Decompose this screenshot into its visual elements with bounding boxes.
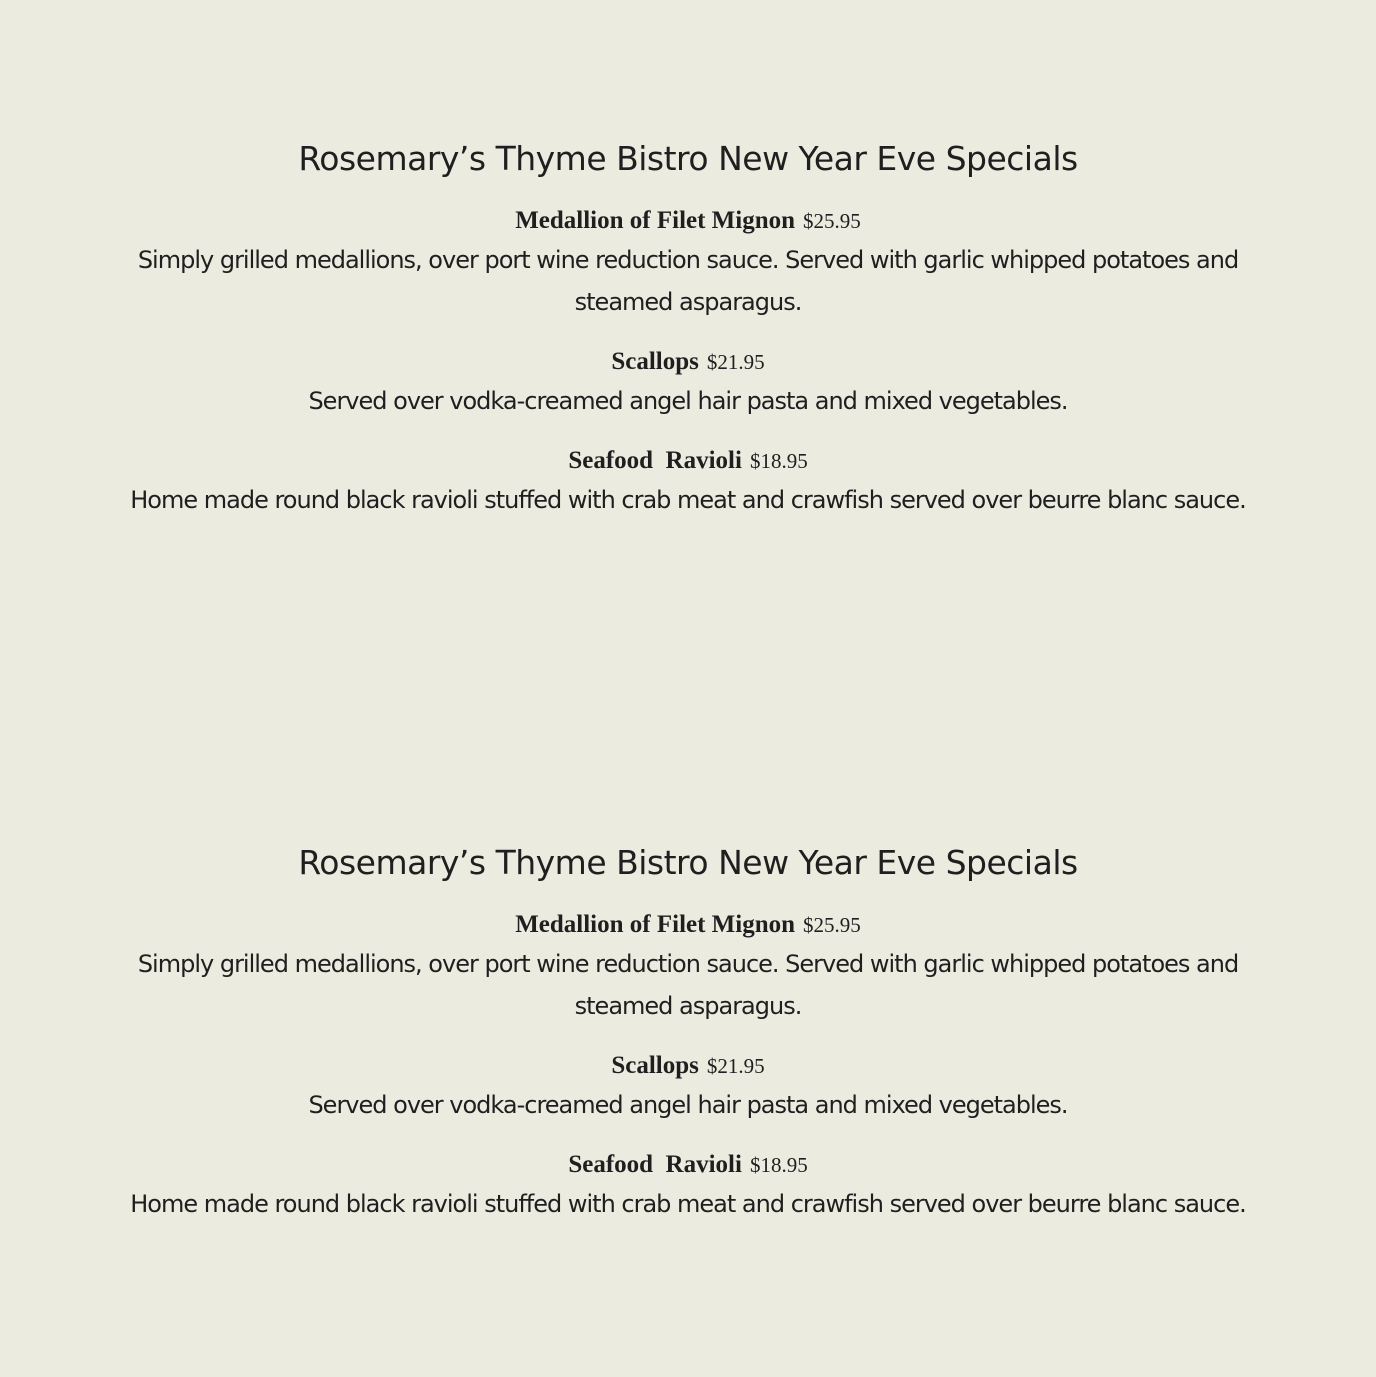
item-name: Seafood Ravioli [568, 447, 742, 474]
item-price: $18.95 [749, 449, 808, 473]
menu-title: Rosemary’s Thyme Bistro New Year Eve Specials [298, 843, 1078, 882]
menu-item-scallops [0, 347, 1376, 422]
item-name: Scallops [611, 348, 699, 375]
menu-item-filet-mignon [0, 910, 1376, 1027]
item-name: Medallion of Filet Mignon [515, 207, 796, 234]
item-description: Home made round black ravioli stuffed with crab meat and crawfish served over beurre blanc sauce. [130, 486, 1246, 514]
menu-item-seafood-ravioli [0, 446, 1376, 521]
item-heading [0, 446, 1376, 479]
item-heading [0, 347, 1376, 380]
item-price: $21.95 [706, 1054, 765, 1078]
specials-menu-top [0, 138, 1376, 545]
item-description: Home made round black ravioli stuffed with crab meat and crawfish served over beurre blanc sauce. [130, 1190, 1246, 1218]
item-heading [0, 1150, 1376, 1183]
item-heading [0, 910, 1376, 943]
item-name: Seafood Ravioli [568, 1151, 742, 1178]
menu-title: Rosemary’s Thyme Bistro New Year Eve Specials [298, 139, 1078, 178]
item-price: $25.95 [803, 913, 861, 937]
item-price: $21.95 [706, 350, 765, 374]
item-heading [0, 1051, 1376, 1084]
specials-menu-bottom [0, 842, 1376, 1249]
menu-item-filet-mignon [0, 206, 1376, 323]
item-name: Medallion of Filet Mignon [515, 911, 796, 938]
item-price: $18.95 [749, 1153, 808, 1177]
item-description: Simply grilled medallions, over port wine reduction sauce. Served with garlic whipped potatoes and steamed asparagus. [137, 950, 1239, 1020]
item-price: $25.95 [803, 209, 861, 233]
menu-item-seafood-ravioli [0, 1150, 1376, 1225]
item-description: Simply grilled medallions, over port wine reduction sauce. Served with garlic whipped potatoes and steamed asparagus. [137, 246, 1239, 316]
item-description: Served over vodka-creamed angel hair pasta and mixed vegetables. [308, 387, 1068, 415]
menu-item-scallops [0, 1051, 1376, 1126]
item-name: Scallops [611, 1052, 699, 1079]
item-description: Served over vodka-creamed angel hair pasta and mixed vegetables. [308, 1091, 1068, 1119]
item-heading [0, 206, 1376, 239]
